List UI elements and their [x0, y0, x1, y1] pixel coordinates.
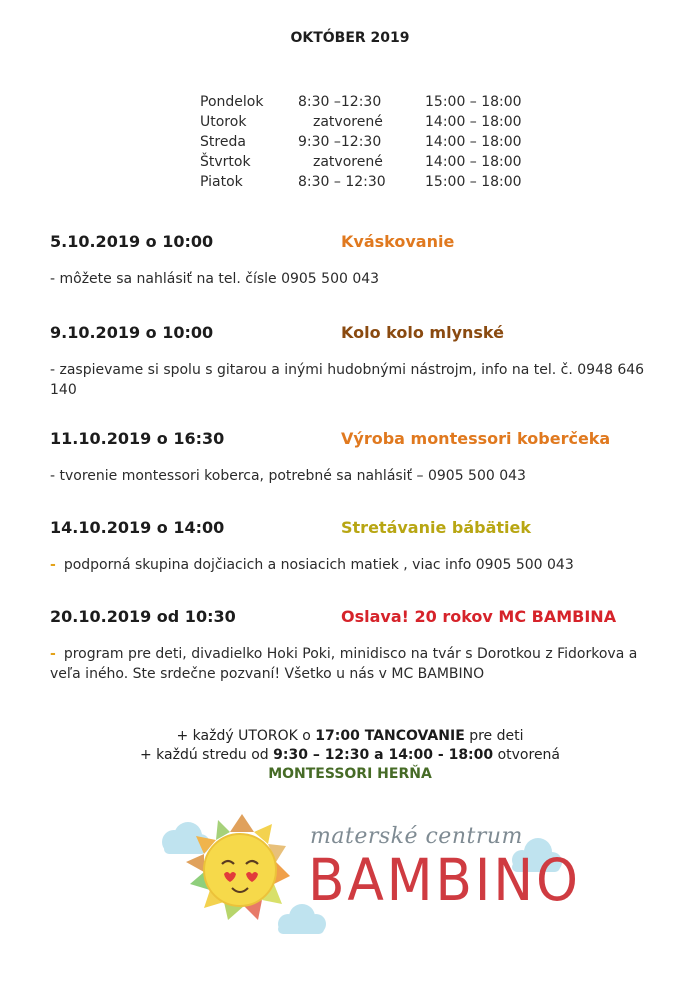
event-name: Stretávanie bábätiek [341, 518, 532, 537]
footer-montessori: MONTESSORI HERŇA [268, 766, 432, 782]
hours-day: Piatok [200, 174, 243, 190]
event-name: Kváskovanie [341, 232, 455, 251]
hours-row [200, 112, 522, 132]
page-title: OKTÓBER 2019 [290, 30, 410, 46]
sun-icon [186, 814, 290, 920]
footer-notes [0, 727, 700, 784]
hours-morning: 8:30 – 12:30 [298, 174, 386, 190]
opening-hours-table [200, 92, 522, 192]
hours-day: Streda [200, 134, 246, 150]
hours-morning: zatvorené [313, 114, 383, 130]
event-description: - zaspievame si spolu s gitarou a inými hudobnými nástrojm, info na tel. č. 0948 646 140 [50, 362, 645, 398]
event-date: 20.10.2019 od 10:30 [50, 607, 236, 626]
bullet-dash: - [50, 646, 56, 662]
hours-day: Pondelok [200, 94, 264, 110]
event-name: Výroba montessori koberčeka [341, 429, 611, 448]
hours-morning: 9:30 –12:30 [298, 134, 382, 150]
hours-row [200, 172, 522, 192]
hours-day: Štvrtok [200, 154, 251, 170]
footer-line-playroom: + každú stredu od 9:30 – 12:30 a 14:00 - 18:00 otvorená [139, 747, 561, 763]
logo-subtitle: materské centrum [310, 824, 523, 849]
event-date: 9.10.2019 o 10:00 [50, 323, 214, 342]
hours-afternoon: 15:00 – 18:00 [425, 174, 522, 190]
event-date: 14.10.2019 o 14:00 [50, 518, 225, 537]
event-date: 5.10.2019 o 10:00 [50, 232, 214, 251]
event-description-text: program pre deti, divadielko Hoki Poki, minidisco na tvár s Dorotkou z Fidorkova a veľa iného. Ste srdečne pozvaní! Všetko u nás v MC BAMBINO [50, 646, 638, 682]
logo-name: BAMBINO [308, 846, 581, 914]
event-description: - môžete sa nahlásiť na tel. čísle 0905 500 043 [50, 271, 380, 287]
hours-afternoon: 14:00 – 18:00 [425, 154, 522, 170]
hours-row [200, 152, 522, 172]
event-name: Oslava! 20 rokov MC BAMBINA [341, 607, 617, 626]
footer-line-dance: + každý UTOROK o 17:00 TANCOVANIE pre deti [176, 728, 524, 744]
hours-row [200, 132, 522, 152]
hours-afternoon: 15:00 – 18:00 [425, 94, 522, 110]
hours-day: Utorok [200, 114, 247, 130]
bambino-logo [150, 812, 581, 942]
hours-row [200, 92, 522, 112]
hours-afternoon: 14:00 – 18:00 [425, 114, 522, 130]
event-description-text: podporná skupina dojčiacich a nosiacich matiek , viac info 0905 500 043 [63, 557, 574, 573]
hours-afternoon: 14:00 – 18:00 [425, 134, 522, 150]
hours-morning: 8:30 –12:30 [298, 94, 382, 110]
bullet-dash: - [50, 557, 56, 573]
event-description [50, 555, 650, 575]
event-name: Kolo kolo mlynské [341, 323, 504, 342]
event-description [50, 644, 650, 684]
event-description: - tvorenie montessori koberca, potrebné sa nahlásiť – 0905 500 043 [50, 468, 526, 484]
event-date: 11.10.2019 o 16:30 [50, 429, 225, 448]
hours-morning: zatvorené [313, 154, 383, 170]
